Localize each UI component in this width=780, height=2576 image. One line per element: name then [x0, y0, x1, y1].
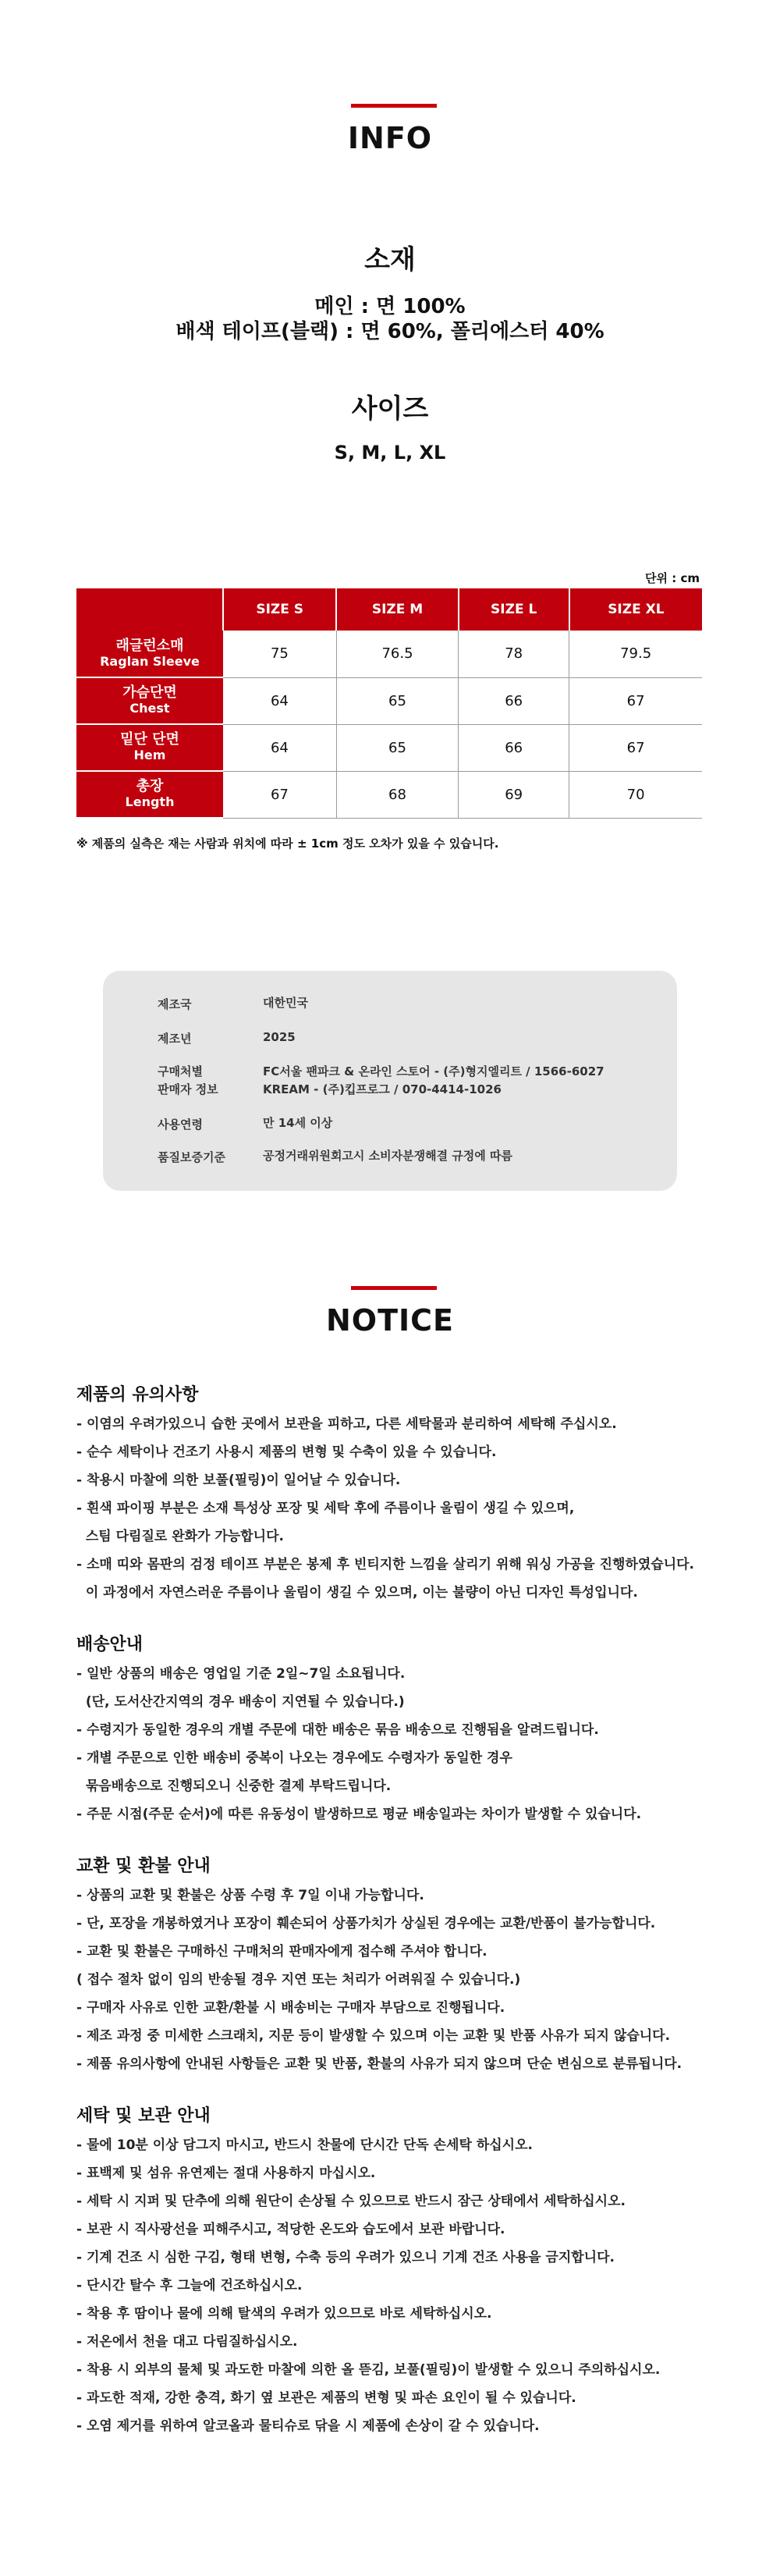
- notice-line: - 구매자 사유로 인한 교환/환불 시 배송비는 구매자 부담으로 진행됩니다.: [76, 2000, 505, 2016]
- notice-accent-bar: [351, 1286, 437, 1290]
- row-header: [76, 771, 223, 818]
- info-label-seller: 구매처별 판매자 정보: [158, 1064, 218, 1096]
- row-header-ko: 총장: [136, 778, 164, 794]
- info-label-country: 제조국: [158, 997, 192, 1011]
- notice-line: - 기계 건조 시 심한 구김, 형태 변형, 수축 등의 우려가 있으니 기계 건조 사용을 금지합니다.: [76, 2250, 615, 2265]
- notice-line: - 단, 포장을 개봉하였거나 포장이 훼손되어 상품가치가 상실된 경우에는 교환/반품이 불가능합니다.: [76, 1916, 656, 1931]
- material-main: 메인 : 면 100%: [314, 295, 466, 318]
- notice-line: - 물에 10분 이상 담그지 마시고, 반드시 찬물에 단시간 단독 손세탁 하십시오.: [76, 2137, 533, 2153]
- table-cell: 66: [459, 677, 569, 724]
- table-cell: 76.5: [336, 631, 458, 677]
- row-header-en: Chest: [129, 701, 170, 716]
- measurement-note: ※ 제품의 실측은 재는 사람과 위치에 따라 ± 1cm 정도 오차가 있을 수 있습니다.: [76, 837, 499, 851]
- notice-line: - 착용 후 땀이나 물에 의해 탈색의 우려가 있으므로 바로 세탁하십시오.: [76, 2306, 492, 2322]
- row-header-en: Length: [125, 794, 175, 809]
- table-row: [76, 724, 702, 771]
- info-label-age: 사용연령: [158, 1117, 203, 1132]
- notice-line: - 표백제 및 섬유 유연제는 절대 사용하지 마십시오.: [76, 2166, 376, 2181]
- notice-line: - 흰색 파이핑 부분은 소재 특성상 포장 및 세탁 후에 주름이나 울림이 생길 수 있으며,: [76, 1501, 575, 1516]
- table-cell: 65: [336, 724, 458, 771]
- notice-line: - 보관 시 직사광선을 피해주시고, 적당한 온도와 습도에서 보관 바랍니다.: [76, 2222, 505, 2237]
- table-cell: 78: [459, 631, 569, 677]
- unit-label: 단위 : cm: [645, 571, 700, 585]
- notice-line: - 주문 시점(주문 순서)에 따른 유동성이 발생하므로 평균 배송일과는 차이가 발생할 수 있습니다.: [76, 1807, 642, 1822]
- row-header-ko: 밑단 단면: [120, 731, 179, 748]
- size-col-header: SIZE S: [223, 588, 336, 631]
- table-cell: 64: [223, 724, 336, 771]
- notice-line: - 착용 시 외부의 물체 및 과도한 마찰에 의한 올 뜯김, 보풀(필링)이 발생할 수 있으니 주의하십시오.: [76, 2362, 661, 2378]
- size-heading: 사이즈: [351, 393, 429, 425]
- notice-line: - 순수 세탁이나 건조기 사용시 제품의 변형 및 수축이 있을 수 있습니다.: [76, 1444, 497, 1460]
- material-tape: 배색 테이프(블랙) : 면 60%, 폴리에스터 40%: [176, 320, 604, 343]
- info-value-year: 2025: [263, 1030, 296, 1044]
- size-col-header: SIZE XL: [569, 588, 702, 631]
- notice-line: - 수령지가 동일한 경우의 개별 주문에 대한 배송은 묶음 배송으로 진행됨을 알려드립니다.: [76, 1722, 599, 1738]
- notice-line: - 소매 띠와 몸판의 검정 테이프 부분은 봉제 후 빈티지한 느낌을 살리기 위해 워싱 가공을 진행하였습니다.: [76, 1557, 695, 1572]
- info-value-seller: FC서울 팬파크 & 온라인 스토어 - (주)형지엘리트 / 1566-6027 KREAM - (주)킵프로그 / 070-4414-1026: [263, 1064, 604, 1096]
- notice-heading-exchange: 교환 및 환불 안내: [76, 1856, 211, 1876]
- notice-line: 이 과정에서 자연스러운 주름이나 울림이 생길 수 있으며, 이는 불량이 아닌 디자인 특성입니다.: [76, 1585, 638, 1601]
- row-header-en: Raglan Sleeve: [100, 653, 200, 669]
- size-table-header: [76, 588, 702, 631]
- table-cell: 69: [459, 771, 569, 818]
- row-header-ko: 가슴단면: [122, 684, 177, 701]
- table-cell: 67: [569, 677, 702, 724]
- table-row: [76, 771, 702, 818]
- notice-line: - 세탁 시 지퍼 및 단추에 의해 원단이 손상될 수 있으므로 반드시 잠근 상태에서 세탁하십시오.: [76, 2194, 626, 2209]
- size-list: S, M, L, XL: [334, 442, 446, 464]
- info-value-age: 만 14세 이상: [263, 1116, 333, 1130]
- notice-line: ( 접수 절차 없이 임의 반송될 경우 지연 또는 처리가 어려워질 수 있습니다.): [76, 1972, 521, 1988]
- row-header-ko: 래글런소매: [115, 637, 184, 654]
- product-info-box: [103, 971, 677, 1191]
- size-table-corner: [76, 588, 223, 631]
- info-value-warranty: 공정거래위원회고시 소비자분쟁해결 규정에 따름: [263, 1149, 512, 1163]
- notice-line: - 착용시 마찰에 의한 보풀(필링)이 일어날 수 있습니다.: [76, 1473, 401, 1488]
- row-header: [76, 677, 223, 724]
- row-header: [76, 724, 223, 771]
- notice-line: (단, 도서산간지역의 경우 배송이 지연될 수 있습니다.): [76, 1694, 405, 1710]
- notice-line: - 개별 주문으로 인한 배송비 중복이 나오는 경우에도 수령자가 동일한 경우: [76, 1750, 512, 1766]
- notice-title: NOTICE: [325, 1303, 454, 1338]
- table-row: [76, 631, 702, 677]
- notice-heading-laundry: 세탁 및 보관 안내: [76, 2106, 211, 2126]
- notice-line: - 저온에서 천을 대고 다림질하십시오.: [76, 2334, 298, 2350]
- table-cell: 70: [569, 771, 702, 818]
- table-cell: 79.5: [569, 631, 702, 677]
- notice-line: - 단시간 탈수 후 그늘에 건조하십시오.: [76, 2278, 303, 2294]
- material-heading: 소재: [364, 244, 416, 275]
- info-accent-bar: [351, 104, 437, 108]
- size-table: [76, 588, 702, 819]
- info-title: INFO: [347, 121, 433, 155]
- notice-line: - 이염의 우려가있으니 습한 곳에서 보관을 피하고, 다른 세탁물과 분리하여 세탁해 주십시오.: [76, 1416, 617, 1432]
- notice-line: - 오염 제거를 위하여 알코올과 물티슈로 닦을 시 제품에 손상이 갈 수 있습니다.: [76, 2418, 540, 2434]
- info-label-warranty: 품질보증기준: [158, 1150, 225, 1164]
- table-cell: 68: [336, 771, 458, 818]
- notice-line: 스팀 다림질로 완화가 가능합니다.: [76, 1529, 284, 1544]
- table-cell: 75: [223, 631, 336, 677]
- table-row: [76, 677, 702, 724]
- table-cell: 67: [223, 771, 336, 818]
- notice-heading-shipping: 배송안내: [76, 1635, 144, 1654]
- notice-line: - 제조 과정 중 미세한 스크래치, 지문 등이 발생할 수 있으며 이는 교환 및 반품 사유가 되지 않습니다.: [76, 2028, 671, 2044]
- notice-line: - 제품 유의사항에 안내된 사항들은 교환 및 반품, 환불의 사유가 되지 않으며 단순 변심으로 분류됩니다.: [76, 2056, 682, 2072]
- row-header-en: Hem: [133, 748, 166, 762]
- size-col-header: SIZE M: [336, 588, 458, 631]
- info-label-year: 제조년: [158, 1032, 192, 1046]
- size-col-header: SIZE L: [459, 588, 569, 631]
- notice-line: 묶음배송으로 진행되오니 신중한 결제 부탁드립니다.: [76, 1778, 392, 1794]
- notice-heading-caution: 제품의 유의사항: [76, 1385, 199, 1405]
- table-cell: 67: [569, 724, 702, 771]
- table-cell: 66: [459, 724, 569, 771]
- notice-line: - 과도한 적재, 강한 충격, 화기 옆 보관은 제품의 변형 및 파손 요인이 될 수 있습니다.: [76, 2390, 576, 2406]
- table-cell: 64: [223, 677, 336, 724]
- notice-line: - 일반 상품의 배송은 영업일 기준 2일~7일 소요됩니다.: [76, 1666, 406, 1682]
- row-header: [76, 631, 223, 677]
- notice-line: - 상품의 교환 및 환불은 상품 수령 후 7일 이내 가능합니다.: [76, 1888, 424, 1903]
- table-cell: 65: [336, 677, 458, 724]
- info-value-country: 대한민국: [263, 996, 308, 1010]
- notice-line: - 교환 및 환불은 구매하신 구매처의 판매자에게 접수해 주셔야 합니다.: [76, 1944, 488, 1960]
